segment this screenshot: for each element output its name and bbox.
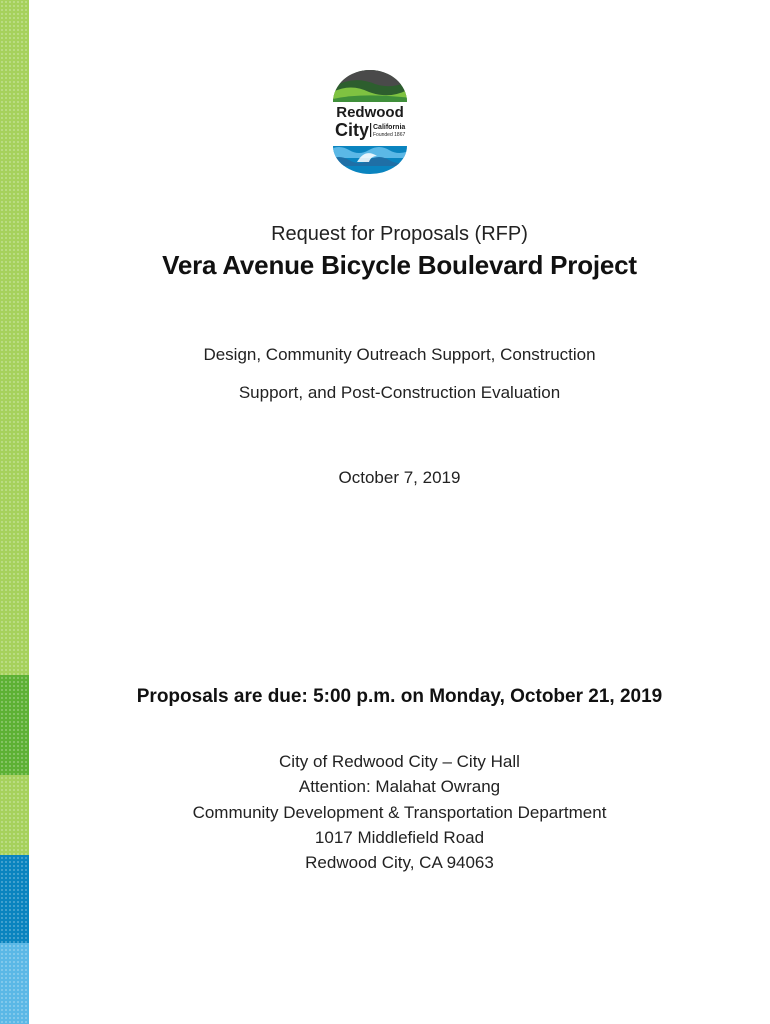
rfp-label: Request for Proposals (RFP): [271, 223, 528, 245]
logo-name-line2: City: [335, 120, 370, 140]
address-line-1: City of Redwood City – City Hall: [279, 752, 520, 771]
logo-name-line1: Redwood: [336, 104, 404, 121]
side-stripe-light-green: [0, 0, 29, 675]
redwood-city-logo-icon: [329, 70, 411, 174]
scope-line-1: Design, Community Outreach Support, Construction: [203, 345, 596, 364]
address-line-5: Redwood City, CA 94063: [305, 853, 494, 872]
redwood-city-logo: [329, 70, 411, 174]
side-stripe-green: [0, 675, 29, 775]
side-stripe-blue: [0, 855, 29, 943]
logo-founded: Founded 1867: [373, 132, 406, 138]
side-stripe-light-green-lower: [0, 775, 29, 855]
side-stripe-light-blue: [0, 943, 29, 1024]
address-line-2: Attention: Malahat Owrang: [298, 777, 501, 796]
address-line-4: 1017 Middlefield Road: [314, 828, 485, 847]
issue-date: October 7, 2019: [338, 468, 461, 487]
project-title: Vera Avenue Bicycle Boulevard Project: [162, 250, 637, 280]
logo-state: California: [373, 124, 406, 131]
address-line-3: Community Development & Transportation Department: [192, 803, 607, 822]
proposal-deadline: Proposals are due: 5:00 p.m. on Monday, October 21, 2019: [136, 686, 663, 707]
scope-line-2: Support, and Post-Construction Evaluation: [238, 383, 561, 402]
